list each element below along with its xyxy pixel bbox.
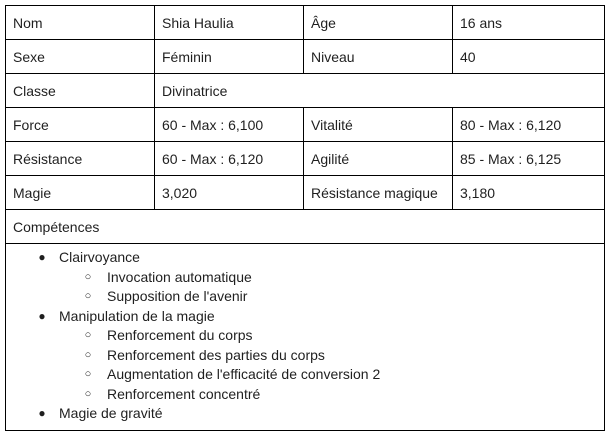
sub-skill-label: Supposition de l'avenir <box>107 288 248 304</box>
list-item <box>38 248 597 307</box>
list-item <box>84 326 597 346</box>
character-stats-table <box>5 5 605 431</box>
list-item <box>84 268 597 288</box>
label-sex: Sexe <box>6 40 155 74</box>
label-level: Niveau <box>304 40 453 74</box>
table-row <box>6 244 605 431</box>
list-item <box>38 404 597 424</box>
hollow-bullet-icon: ○ <box>84 290 92 302</box>
sub-skills-list <box>59 268 597 307</box>
filled-bullet-icon: ● <box>38 250 46 264</box>
label-agility: Agilité <box>304 142 453 176</box>
skills-list-cell <box>6 244 605 431</box>
label-class: Classe <box>6 74 155 108</box>
value-magic-resistance: 3,180 <box>453 176 605 210</box>
value-resistance: 60 - Max : 6,120 <box>155 142 304 176</box>
sub-skill-label: Augmentation de l'efficacité de conversion 2 <box>107 366 381 382</box>
table-row <box>6 142 605 176</box>
value-agility: 85 - Max : 6,125 <box>453 142 605 176</box>
label-magic: Magie <box>6 176 155 210</box>
hollow-bullet-icon: ○ <box>84 270 92 283</box>
label-vitality: Vitalité <box>304 108 453 142</box>
skill-label: Clairvoyance <box>59 249 140 265</box>
table-row <box>6 176 605 210</box>
sub-skills-list <box>59 326 597 404</box>
hollow-bullet-icon: ○ <box>84 329 92 341</box>
value-magic: 3,020 <box>155 176 304 210</box>
sub-skill-label: Renforcement concentré <box>107 385 261 402</box>
list-item <box>84 287 597 307</box>
table-row <box>6 108 605 142</box>
value-strength: 60 - Max : 6,100 <box>155 108 304 142</box>
hollow-bullet-icon: ○ <box>84 348 92 361</box>
value-name: Shia Haulia <box>155 6 304 40</box>
sub-skill-label: Invocation automatique <box>107 268 252 285</box>
list-item <box>84 365 597 385</box>
value-vitality: 80 - Max : 6,120 <box>453 108 605 142</box>
label-strength: Force <box>6 108 155 142</box>
table-row <box>6 6 605 40</box>
value-sex: Féminin <box>155 40 304 74</box>
value-age: 16 ans <box>453 6 605 40</box>
sub-skill-label: Renforcement du corps <box>107 327 253 343</box>
sub-skill-label: Renforcement des parties du corps <box>107 346 325 363</box>
hollow-bullet-icon: ○ <box>84 368 92 380</box>
label-name: Nom <box>6 6 155 40</box>
label-skills: Compétences <box>6 210 605 244</box>
value-class: Divinatrice <box>155 74 605 108</box>
table-row <box>6 40 605 74</box>
skill-label: Manipulation de la magie <box>59 307 215 324</box>
hollow-bullet-icon: ○ <box>84 387 92 400</box>
label-magic-resistance: Résistance magique <box>304 176 453 210</box>
list-item <box>84 385 597 405</box>
filled-bullet-icon: ● <box>38 406 46 420</box>
table-row <box>6 74 605 108</box>
label-age: Âge <box>304 6 453 40</box>
filled-bullet-icon: ● <box>38 308 46 323</box>
skill-label: Magie de gravité <box>59 405 163 421</box>
table-row <box>6 210 605 244</box>
skills-list <box>13 248 597 424</box>
value-level: 40 <box>453 40 605 74</box>
list-item <box>84 346 597 366</box>
label-resistance: Résistance <box>6 142 155 176</box>
list-item <box>38 307 597 405</box>
